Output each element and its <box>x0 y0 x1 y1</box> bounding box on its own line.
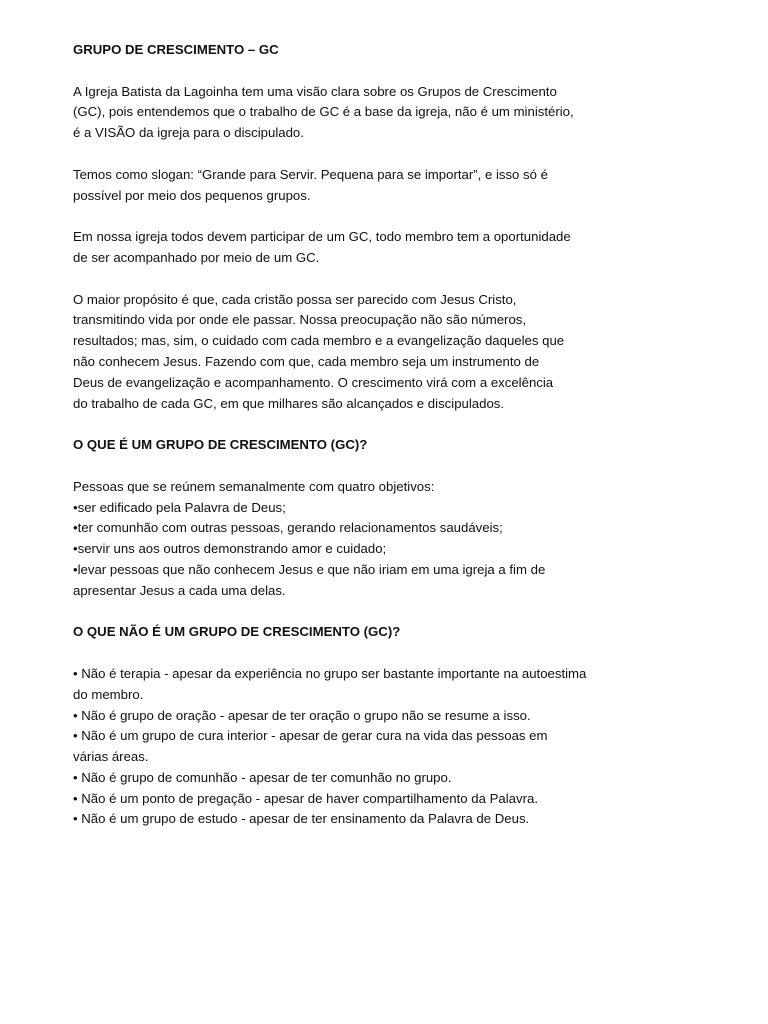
spacer <box>73 414 673 435</box>
spacer <box>73 643 673 664</box>
text-line: resultados; mas, sim, o cuidado com cada membro e a evangelização daqueles que <box>73 333 565 349</box>
text-line: O maior propósito é que, cada cristão possa ser parecido com Jesus Cristo, <box>73 291 517 307</box>
section-heading-what-is: O QUE É UM GRUPO DE CRESCIMENTO (GC)? <box>73 437 368 453</box>
bullet-item: • Não é um grupo de cura interior - apesar de gerar cura na vida das pessoas em <box>73 728 548 744</box>
bullet-item: •levar pessoas que não conhecem Jesus e que não iriam em uma igreja a fim de <box>73 561 546 577</box>
bullet-item: •ter comunhão com outras pessoas, gerando relacionamentos saudáveis; <box>73 520 503 536</box>
spacer <box>73 602 673 623</box>
text-line: não conhecem Jesus. Fazendo com que, cada membro seja um instrumento de <box>73 353 540 369</box>
text-line: Pessoas que se reúnem semanalmente com quatro objetivos: <box>73 478 435 494</box>
text-line: várias áreas. <box>73 749 149 765</box>
doc-title: GRUPO DE CRESCIMENTO – GC <box>73 42 279 57</box>
paragraph-intro <box>73 82 673 144</box>
bullet-item: •ser edificado pela Palavra de Deus; <box>73 499 286 515</box>
paragraph-not-list <box>73 664 673 830</box>
text-line: transmitindo vida por onde ele passar. Nossa preocupação não são números, <box>73 312 527 328</box>
bullet-item: • Não é um ponto de pregação - apesar de haver compartilhamento da Palavra. <box>73 790 538 806</box>
text-line: Deus de evangelização e acompanhamento. O crescimento virá com a excelência <box>73 374 554 390</box>
spacer <box>73 269 673 290</box>
spacer <box>73 61 673 82</box>
paragraph-slogan <box>73 165 673 207</box>
section-heading-what-is-not: O QUE NÃO É UM GRUPO DE CRESCIMENTO (GC)? <box>73 624 401 640</box>
paragraph-purpose <box>73 290 673 415</box>
text-line: apresentar Jesus a cada uma delas. <box>73 582 286 598</box>
bullet-item: • Não é um grupo de estudo - apesar de ter ensinamento da Palavra de Deus. <box>73 811 530 827</box>
text-line: de ser acompanhado por meio de um GC. <box>73 249 320 265</box>
paragraph-participation <box>73 227 673 269</box>
spacer <box>73 144 673 165</box>
text-line: do membro. <box>73 686 144 702</box>
text-line: é a VISÃO da igreja para o discipulado. <box>73 125 304 141</box>
bullet-item: • Não é grupo de oração - apesar de ter oração o grupo não se resume a isso. <box>73 707 531 723</box>
text-line: possível por meio dos pequenos grupos. <box>73 187 311 203</box>
paragraph-objectives <box>73 477 673 602</box>
bullet-item: • Não é grupo de comunhão - apesar de ter comunhão no grupo. <box>73 769 452 785</box>
text-line: Em nossa igreja todos devem participar de um GC, todo membro tem a oportunidade <box>73 229 571 245</box>
bullet-item: •servir uns aos outros demonstrando amor e cuidado; <box>73 541 387 557</box>
text-line: A Igreja Batista da Lagoinha tem uma visão clara sobre os Grupos de Crescimento <box>73 83 557 99</box>
document-page <box>73 40 673 830</box>
spacer <box>73 206 673 227</box>
bullet-item: • Não é terapia - apesar da experiência no grupo ser bastante importante na autoestima <box>73 665 587 681</box>
spacer <box>73 456 673 477</box>
text-line: Temos como slogan: “Grande para Servir. Pequena para se importar”, e isso só é <box>73 166 548 182</box>
text-line: do trabalho de cada GC, em que milhares são alcançados e discipulados. <box>73 395 505 411</box>
text-line: (GC), pois entendemos que o trabalho de GC é a base da igreja, não é um ministério, <box>73 104 574 120</box>
